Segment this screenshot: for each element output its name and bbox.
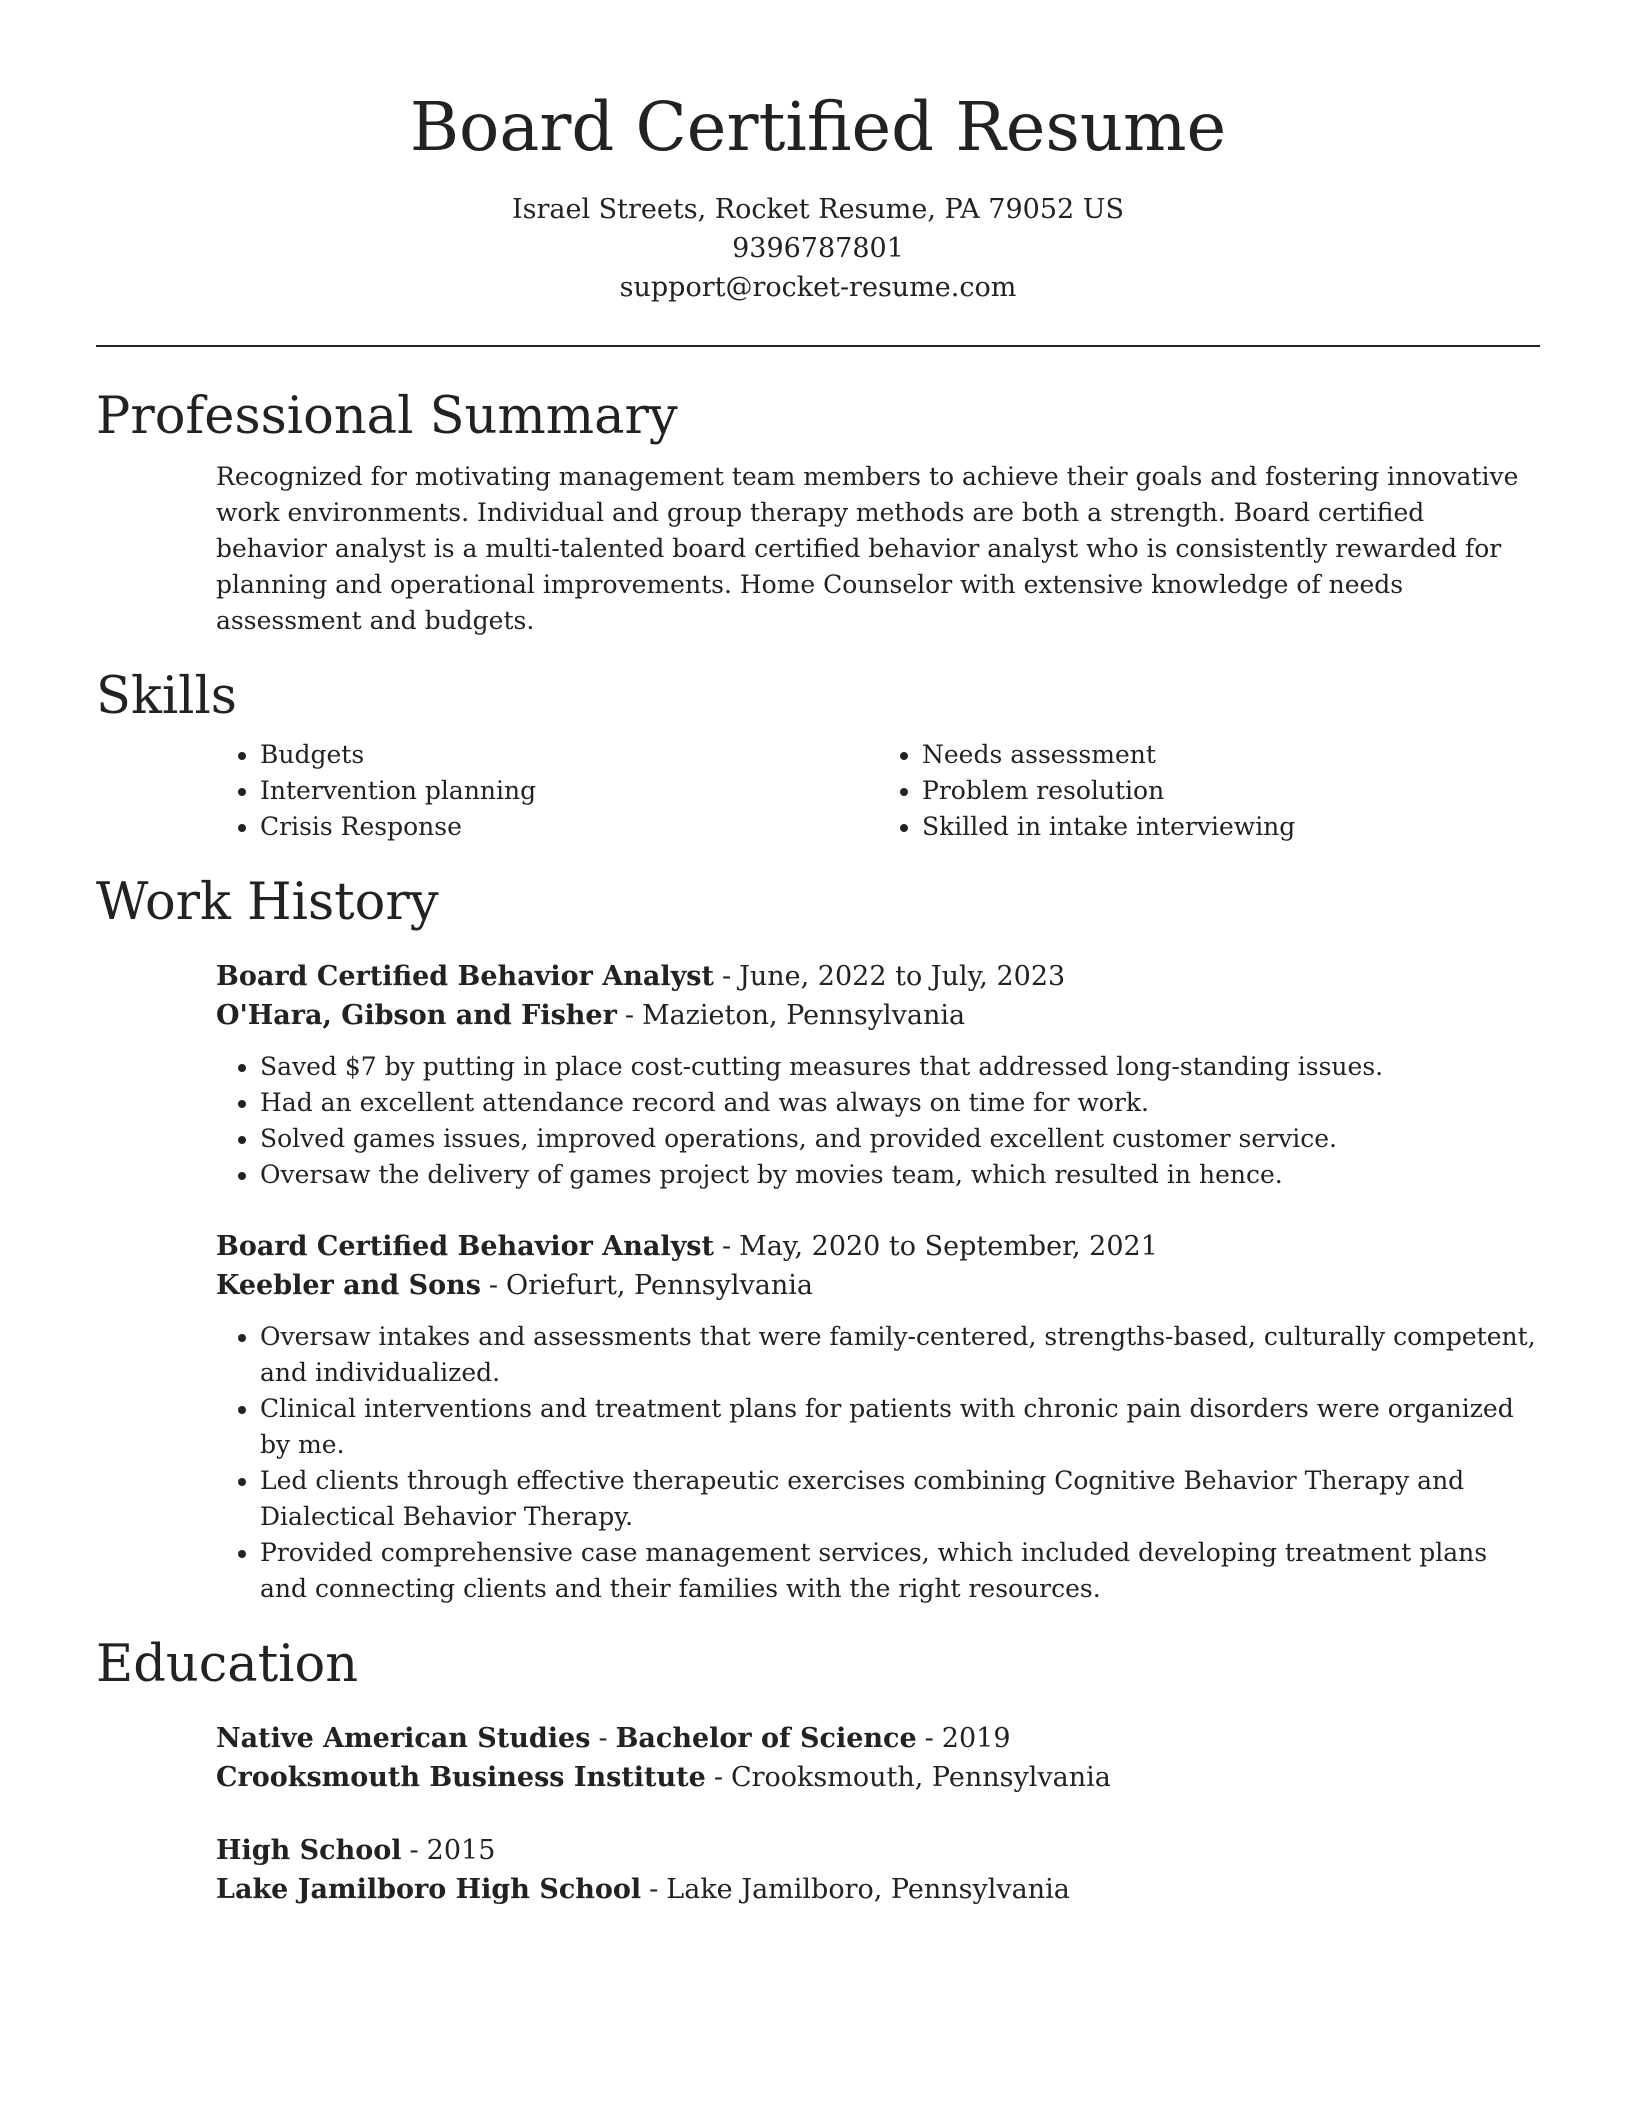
separator: - — [721, 1231, 732, 1262]
education-year: 2015 — [426, 1835, 496, 1866]
work-history-title: Work History — [96, 873, 439, 932]
job-company: Keebler and Sons — [216, 1270, 481, 1301]
education-entry — [216, 1719, 1540, 1797]
summary-body — [216, 459, 1540, 639]
separator: - — [598, 1723, 608, 1754]
skills-column-left — [216, 737, 878, 845]
skills-grid — [216, 737, 1540, 845]
skills-section — [96, 665, 1540, 845]
skill-item: • Skilled in intake interviewing — [922, 809, 1540, 845]
education-field: High School — [216, 1835, 402, 1866]
job-bullet: • Provided comprehensive case management services, which included developing treatment plans and connecting clients and their families with the right resources. — [260, 1535, 1540, 1607]
job-bullet: • Led clients through effective therapeutic exercises combining Cognitive Behavior Therapy and Dialectical Behavior Therapy. — [260, 1463, 1540, 1535]
resume-header — [96, 0, 1540, 307]
job-bullet: • Saved $7 by putting in place cost-cutting measures that addressed long-standing issues. — [260, 1049, 1540, 1085]
job-dates: June, 2022 to July, 2023 — [739, 961, 1066, 992]
job-title-line — [216, 957, 1540, 996]
skill-item: • Intervention planning — [260, 773, 878, 809]
candidate-name: Board Certified Resume — [409, 88, 1227, 166]
skill-item: • Crisis Response — [260, 809, 878, 845]
job-bullets — [216, 1049, 1540, 1193]
resume-page — [96, 0, 1540, 1909]
job-role: Board Certified Behavior Analyst — [216, 1231, 714, 1262]
job-bullet: • Had an excellent attendance record and was always on time for work. — [260, 1085, 1540, 1121]
job-entry — [216, 957, 1540, 1193]
email-line: support@rocket-resume.com — [619, 272, 1017, 303]
separator: - — [409, 1835, 419, 1866]
job-location: Oriefurt, Pennsylvania — [506, 1270, 813, 1301]
education-location: Lake Jamilboro, Pennsylvania — [666, 1874, 1070, 1905]
education-body — [216, 1719, 1540, 1909]
phone-line: 9396787801 — [732, 233, 904, 264]
education-section — [96, 1633, 1540, 1909]
job-company-line — [216, 996, 1540, 1035]
skill-item: • Needs assessment — [922, 737, 1540, 773]
job-location: Mazieton, Pennsylvania — [641, 1000, 966, 1031]
job-entry — [216, 1227, 1540, 1607]
job-company-line — [216, 1266, 1540, 1305]
job-bullet: • Solved games issues, improved operations, and provided excellent customer service. — [260, 1121, 1540, 1157]
education-school: Crooksmouth Business Institute — [216, 1762, 706, 1793]
header-divider — [96, 345, 1540, 347]
work-history-section — [96, 871, 1540, 1607]
separator: - — [624, 1000, 634, 1031]
summary-section — [96, 385, 1540, 639]
education-entry — [216, 1831, 1540, 1909]
education-location: Crooksmouth, Pennsylvania — [730, 1762, 1111, 1793]
skills-column-right — [878, 737, 1540, 845]
separator: - — [713, 1762, 723, 1793]
education-year: 2019 — [941, 1723, 1011, 1754]
job-title-line — [216, 1227, 1540, 1266]
skills-title: Skills — [96, 667, 237, 726]
skill-item: • Budgets — [260, 737, 878, 773]
summary-text: Recognized for motivating management team members to achieve their goals and fostering innovative work environments. Individual and group therapy methods are both a strength. Board certified behavior analyst is a multi-talented board certified behavior analyst who is consistently rewarded for planning and operational improvements. Home Counselor with extensive knowledge of needs assessment and budgets. — [216, 462, 1519, 635]
skill-item: • Problem resolution — [922, 773, 1540, 809]
contact-info — [96, 190, 1540, 307]
education-school-line — [216, 1870, 1540, 1909]
education-title: Education — [96, 1635, 359, 1694]
job-role: Board Certified Behavior Analyst — [216, 961, 714, 992]
summary-title: Professional Summary — [96, 387, 678, 446]
education-degree: Bachelor of Science — [615, 1723, 917, 1754]
education-school-line — [216, 1758, 1540, 1797]
job-bullet: • Oversaw the delivery of games project by movies team, which resulted in hence. — [260, 1157, 1540, 1193]
education-field: Native American Studies — [216, 1723, 591, 1754]
address-line: Israel Streets, Rocket Resume, PA 79052 US — [511, 194, 1125, 225]
job-company: O'Hara, Gibson and Fisher — [216, 1000, 617, 1031]
job-bullet: • Oversaw intakes and assessments that were family-centered, strengths-based, culturally competent, and individualized. — [260, 1319, 1540, 1391]
separator: - — [488, 1270, 499, 1301]
job-dates: May, 2020 to September, 2021 — [739, 1231, 1158, 1262]
separator: - — [649, 1874, 659, 1905]
work-history-body — [216, 957, 1540, 1607]
job-bullet: • Clinical interventions and treatment plans for patients with chronic pain disorders were organized by me. — [260, 1391, 1540, 1463]
job-bullets — [216, 1319, 1540, 1607]
education-school: Lake Jamilboro High School — [216, 1874, 642, 1905]
education-degree-line — [216, 1831, 1540, 1870]
separator: - — [721, 961, 732, 992]
separator: - — [924, 1723, 934, 1754]
education-degree-line — [216, 1719, 1540, 1758]
